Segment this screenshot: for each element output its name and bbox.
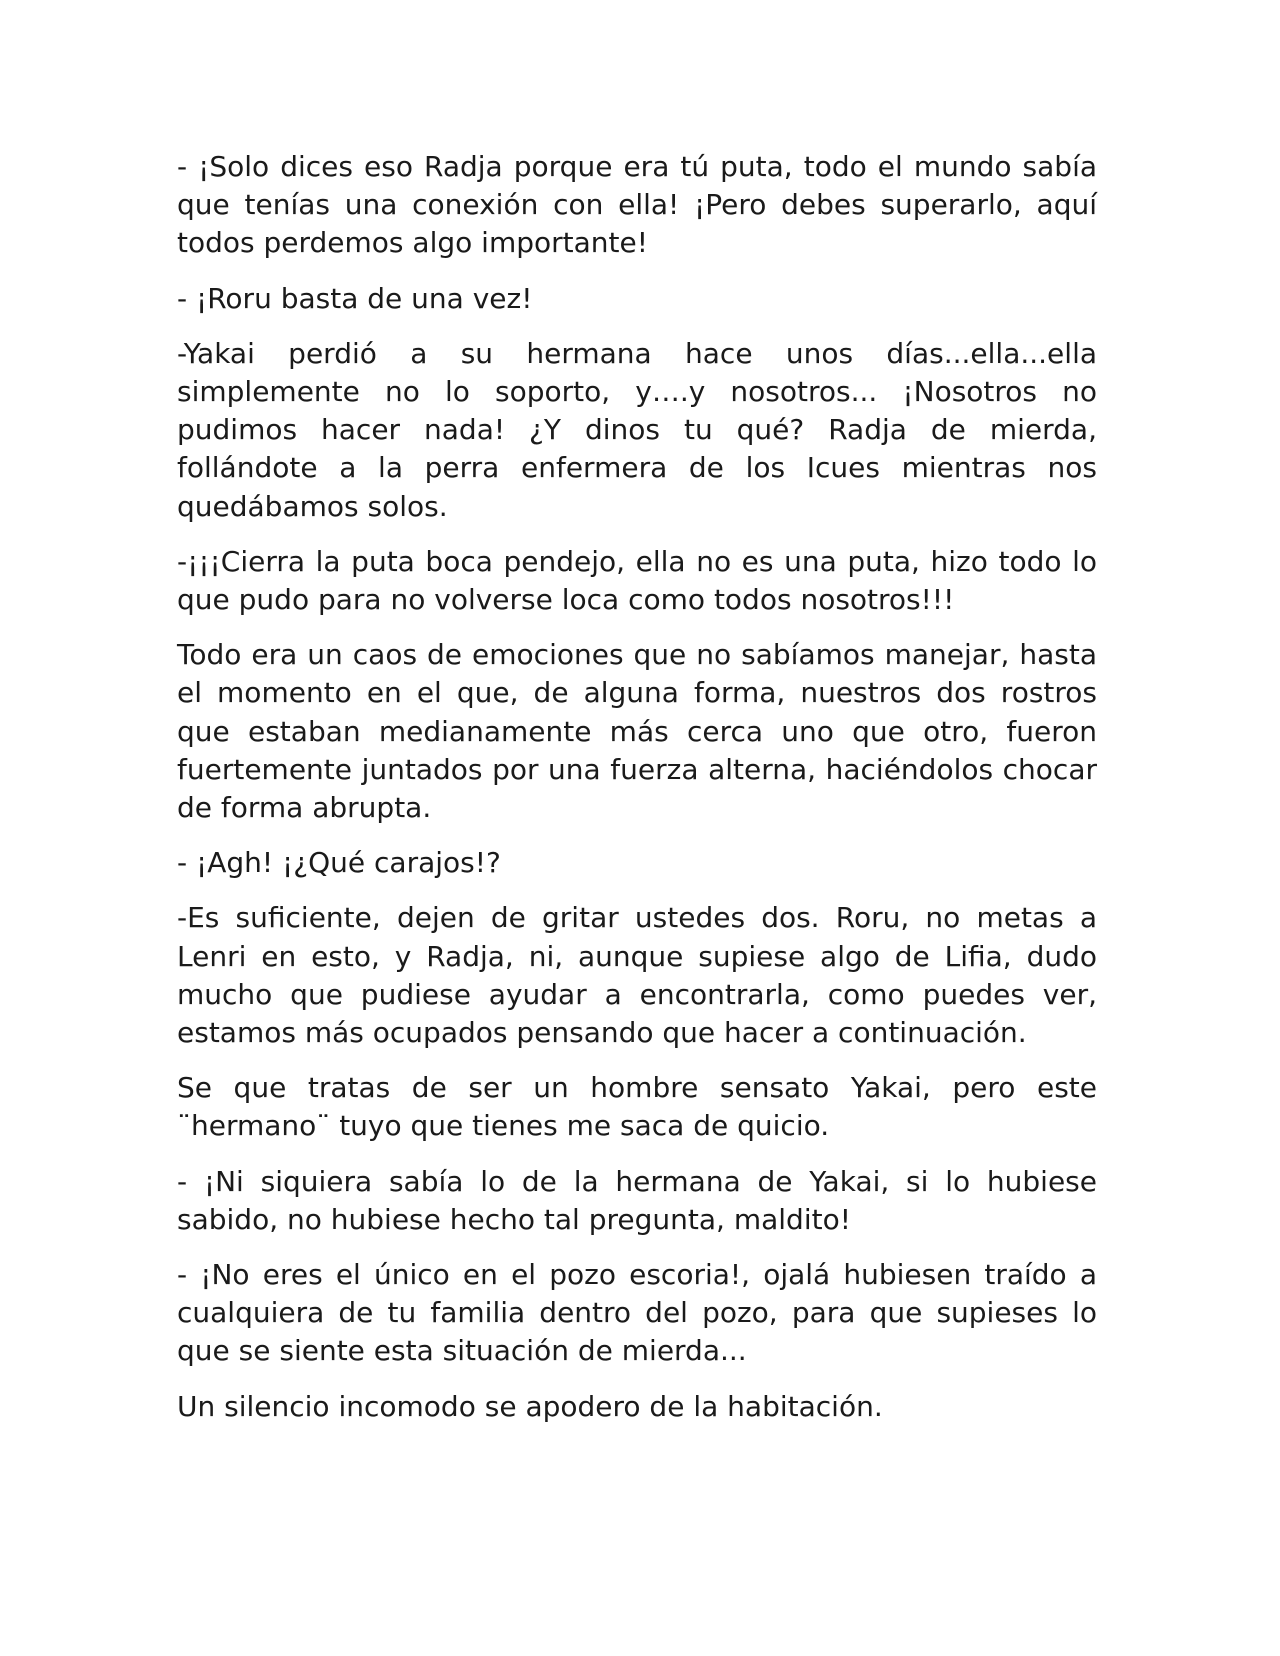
paragraph-3: -Yakai perdió a su hermana hace unos días...ella...ella simplemente no lo soporto, y….y nosotros... ¡Nosotros no pudimos hacer nada! ¿Y dinos tu qué? Radja de mierda, follándote a la perra enfermera de los Icues mientras nos quedábamos solos. (177, 336, 1097, 523)
paragraph-4: -¡¡¡Cierra la puta boca pendejo, ella no es una puta, hizo todo lo que pudo para no volverse loca como todos nosotros!!! (177, 544, 1097, 617)
paragraph-10: - ¡No eres el único en el pozo escoria!, ojalá hubiesen traído a cualquiera de tu familia dentro del pozo, para que supieses lo que se siente esta situación de mierda... (177, 1258, 1097, 1368)
paragraph-5: Todo era un caos de emociones que no sabíamos manejar, hasta el momento en el que, de alguna forma, nuestros dos rostros que estaban medianamente más cerca uno que otro, fueron fuertemente juntados por una fuerza alterna, haciéndolos chocar de forma abrupta. (177, 638, 1097, 825)
document-body (177, 148, 1097, 1426)
paragraph-11: Un silencio incomodo se apodero de la habitación. (177, 1389, 883, 1423)
paragraph-6: - ¡Agh! ¡¿Qué carajos!? (177, 846, 501, 880)
paragraph-2: - ¡Roru basta de una vez! (177, 281, 533, 315)
paragraph-8: Se que tratas de ser un hombre sensato Yakai, pero este ¨hermano¨ tuyo que tienes me saca de quicio. (177, 1071, 1097, 1143)
paragraph-9: - ¡Ni siquiera sabía lo de la hermana de Yakai, si lo hubiese sabido, no hubiese hecho tal pregunta, maldito! (177, 1164, 1097, 1236)
paragraph-7: -Es suficiente, dejen de gritar ustedes dos. Roru, no metas a Lenri en esto, y Radja, ni, aunque supiese algo de Lifia, dudo mucho que pudiese ayudar a encontrarla, como puedes ver, estamos más ocupados pensando que hacer a continuación. (177, 901, 1097, 1050)
paragraph-1: - ¡Solo dices eso Radja porque era tú puta, todo el mundo sabía que tenías una conexión con ella! ¡Pero debes superarlo, aquí todos perdemos algo importante! (177, 150, 1097, 260)
